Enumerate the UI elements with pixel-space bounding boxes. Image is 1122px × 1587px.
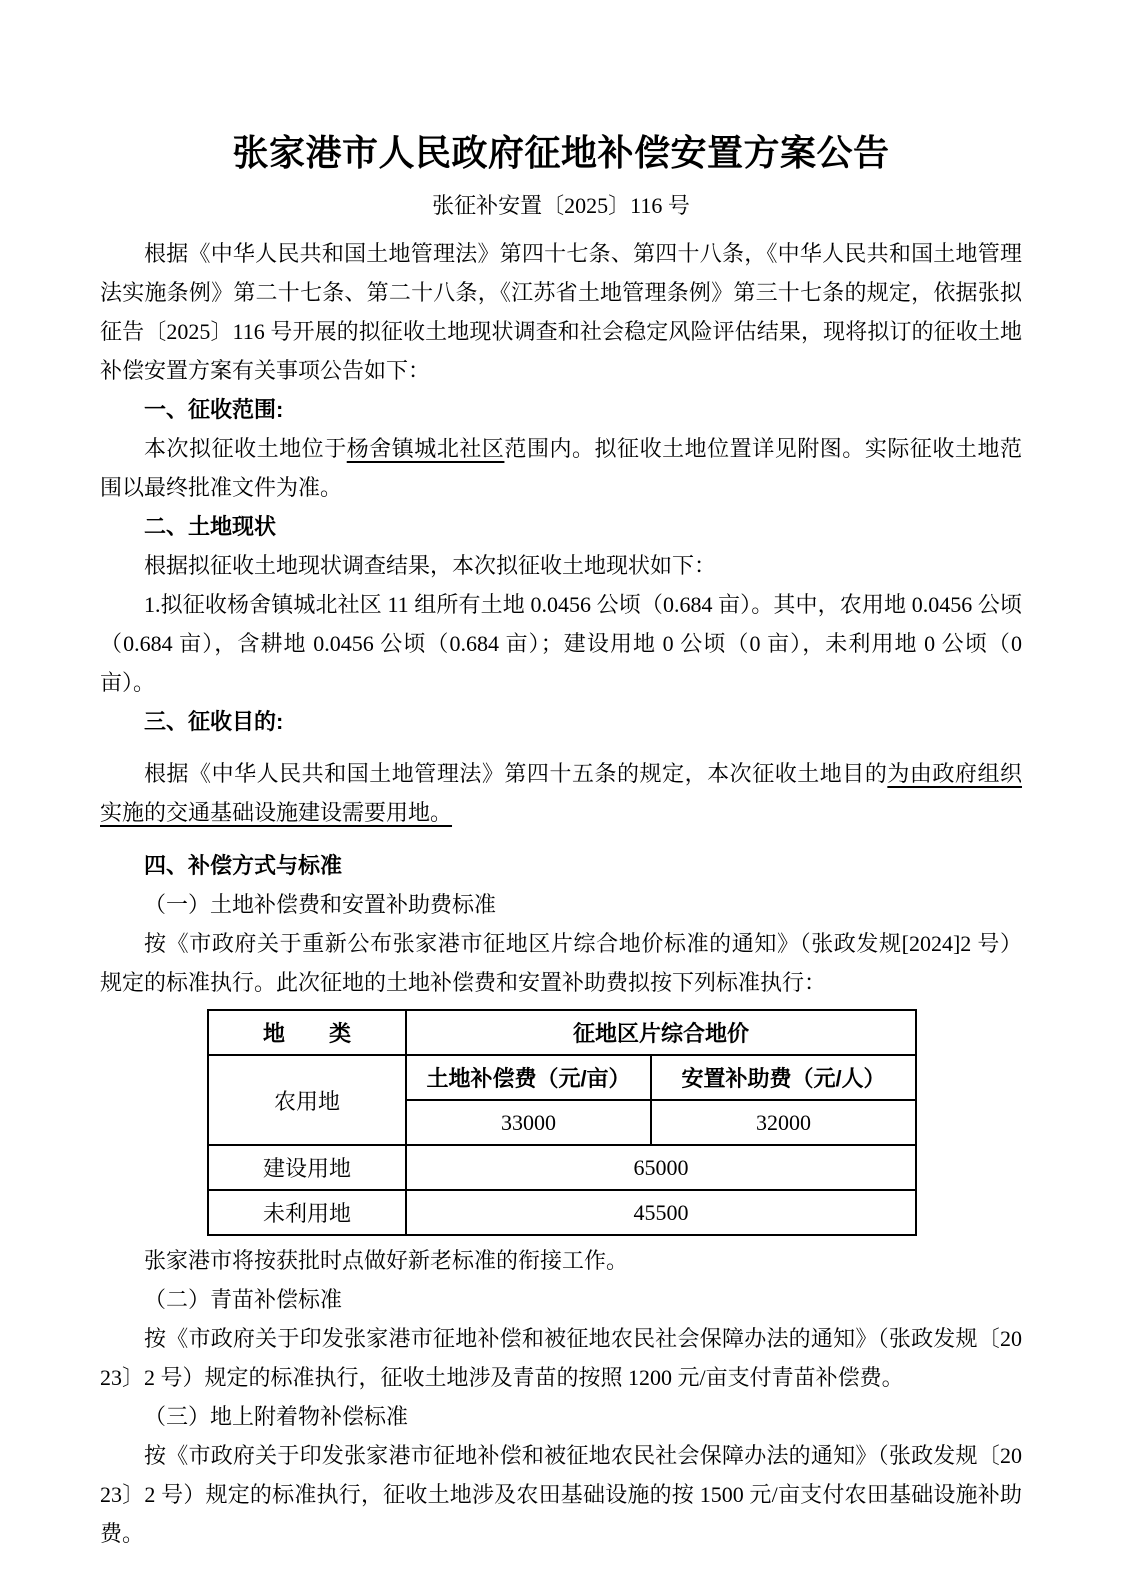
- table-header-land-type: 地 类: [208, 1010, 406, 1055]
- table-cell-resettlement-value: 32000: [651, 1100, 916, 1145]
- table-cell-unused-value: 45500: [406, 1190, 916, 1235]
- section1-text-post: 范围内。拟征收土地位置详见附图。实际征收土地范围以最终批准文件为准。: [100, 436, 1022, 500]
- section4-sub2-paragraph: 按《市政府关于印发张家港市征地补偿和被征地农民社会保障办法的通知》（张政发规〔2023〕2 号）规定的标准执行，征收土地涉及青苗的按照 1200 元/亩支付青苗补偿费。: [100, 1326, 1022, 1390]
- section2-heading: 二、土地现状: [144, 514, 277, 539]
- section1-underlined-location: 杨舍镇城北社区: [346, 436, 505, 461]
- section2-paragraph-1: 根据拟征收土地现状调查结果，本次拟征收土地现状如下：: [144, 553, 717, 578]
- section4-sub3-heading: （三）地上附着物补偿标准: [144, 1404, 409, 1429]
- table-row-subheader: [208, 1055, 916, 1100]
- section4-sub3-paragraph: 按《市政府关于印发张家港市征地补偿和被征地农民社会保障办法的通知》（张政发规〔2023〕2 号）规定的标准执行，征收土地涉及农田基础设施的按 1500 元/亩支付农田基础设施补助费。: [100, 1443, 1022, 1546]
- table-header-comprehensive-price: 征地区片综合地价: [406, 1010, 916, 1055]
- section3-underlined-purpose: 为由政府组织实施的交通基础设施建设需要用地。: [100, 761, 1022, 825]
- section1-paragraph: [100, 429, 1022, 507]
- section1-heading: 一、征收范围:: [144, 397, 284, 422]
- table-cell-unused-land: 未利用地: [208, 1190, 406, 1235]
- section4-heading: 四、补偿方式与标准: [144, 853, 343, 878]
- table-row-unused-land: [208, 1190, 916, 1235]
- section4-sub1-heading: （一）土地补偿费和安置补助费标准: [144, 892, 497, 917]
- table-subheader-land-compensation: 土地补偿费（元/亩）: [406, 1055, 651, 1100]
- section3-heading: 三、征收目的:: [144, 709, 284, 734]
- table-cell-land-compensation-value: 33000: [406, 1100, 651, 1145]
- section4-sub1-paragraph: 按《市政府关于重新公布张家港市征地区片综合地价标准的通知》（张政发规[2024]2 号）规定的标准执行。此次征地的土地补偿费和安置补助费拟按下列标准执行：: [100, 931, 1022, 995]
- section3-paragraph: [100, 754, 1022, 832]
- table-cell-construction-value: 65000: [406, 1145, 916, 1190]
- table-cell-construction-land: 建设用地: [208, 1145, 406, 1190]
- table-row-header: [208, 1010, 916, 1055]
- table-row-construction-land: [208, 1145, 916, 1190]
- document-title: 张家港市人民政府征地补偿安置方案公告: [232, 133, 890, 173]
- section1-text-pre: 本次拟征收土地位于: [144, 436, 347, 461]
- table-subheader-resettlement-subsidy: 安置补助费（元/人）: [651, 1055, 916, 1100]
- compensation-standard-table: [207, 1009, 917, 1236]
- section2-paragraph-2: 1.拟征收杨舍镇城北社区 11 组所有土地 0.0456 公顷（0.684 亩）。其中，农用地 0.0456 公顷（0.684 亩），含耕地 0.0456 公顷（0.684 亩）；建设用地 0 公顷（0 亩），未利用地 0 公顷（0 亩）。: [100, 592, 1022, 695]
- intro-paragraph: 根据《中华人民共和国土地管理法》第四十七条、第四十八条，《中华人民共和国土地管理法实施条例》第二十七条、第二十八条，《江苏省土地管理条例》第三十七条的规定，依据张拟征告〔2025〕116 号开展的拟征收土地现状调查和社会稳定风险评估结果，现将拟订的征收土地补偿安置方案有关事项公告如下：: [100, 241, 1022, 383]
- table-cell-agricultural-land: 农用地: [208, 1055, 406, 1145]
- document-number: 张征补安置〔2025〕116 号: [432, 193, 690, 218]
- section3-text-pre: 根据《中华人民共和国土地管理法》第四十五条的规定，本次征收土地目的: [144, 761, 888, 786]
- table-note-paragraph: 张家港市将按获批时点做好新老标准的衔接工作。: [144, 1248, 629, 1273]
- section4-sub2-heading: （二）青苗补偿标准: [144, 1287, 343, 1312]
